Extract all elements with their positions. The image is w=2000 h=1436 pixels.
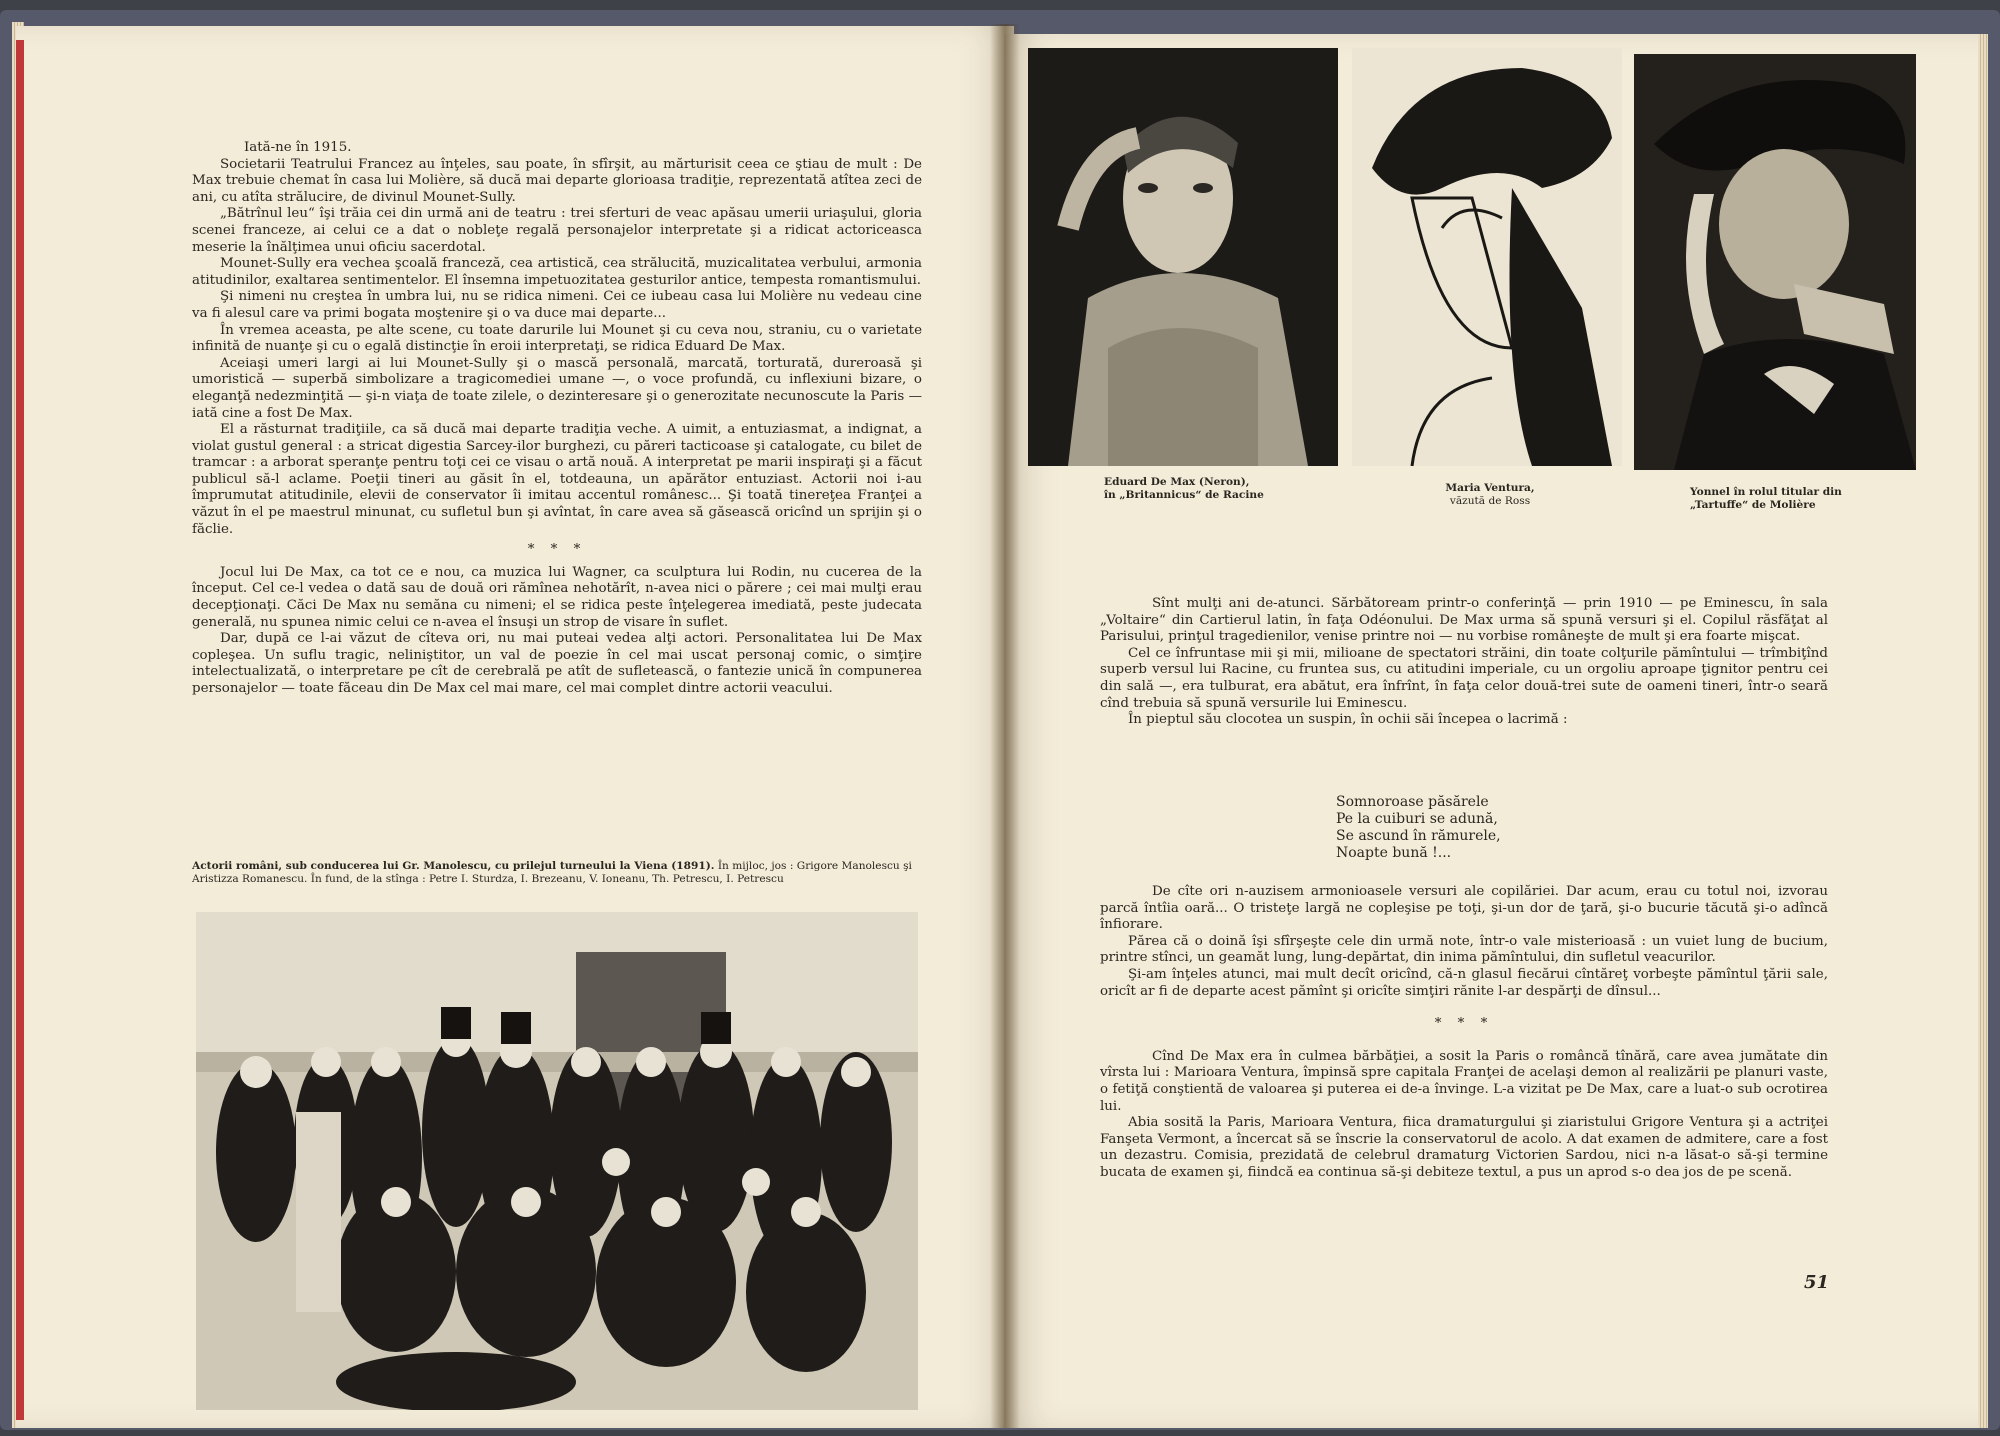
- paragraph: Aceiaşi umeri largi ai lui Mounet-Sully şi o mască personală, marcată, torturată, dureroasă şi umoristică — superbă simbolizare a tragicomediei umane —, o voce profundă, cu inflexiuni bizare, o eleganţă nedezminţită — şi-n viaţa de toate zilele, o dezinteresare şi o generozitate necunoscute la Paris — iată cine a fost De Max.: [192, 355, 922, 421]
- poem-line: Pe la cuiburi se adună,: [1336, 811, 1498, 827]
- group-photo-caption: [192, 860, 922, 885]
- section-separator: * * *: [527, 542, 587, 558]
- caption-bold: Yonnel în rolul titular din „Tartuffe“ de Molière: [1690, 486, 1842, 511]
- drawing-maria-ventura: [1352, 48, 1622, 466]
- paragraph: Părea că o doină îşi sfîrşeşte cele din urmă note, într-o vale misterioasă : un vuiet lung de bucium, printre stînci, un geamăt lung, lung-depărtat, din inima pămîntului, din sufletul veacurilor.: [1100, 933, 1828, 966]
- paragraph: Şi nimeni nu creştea în umbra lui, nu se ridica nimeni. Cei ce iubeau casa lui Molière nu vedeau cine va fi alesul care va primi bogata moştenire şi o va duce mai departe...: [192, 289, 922, 321]
- red-edge: [16, 40, 24, 1420]
- caption-maria-ventura: [1430, 482, 1550, 507]
- de-max-portrait-image: [1028, 48, 1338, 466]
- paragraph: Mounet-Sully era vechea şcoală franceză, cea artistică, cea strălucită, muzicalitatea verbului, armonia atitudinilor, exaltarea sentimentelor. El însemna impetuozitatea gesturilor antice, tempesta romantismului.: [192, 256, 922, 288]
- paragraph: Jocul lui De Max, ca tot ce e nou, ca muzica lui Wagner, ca sculptura lui Rodin, nu cucerea de la început. Cel ce-l vedea o dată sau de două ori rămînea nehotărît, n-avea nici o părere ; cei mai mulţi erau decepţionaţi. Căci De Max nu semăna cu nimeni; el se ridica peste înţelegerea imediată, peste judecata generală, nu spunea nimic celui ce n-avea el însuşi un strop de visare în suflet.: [192, 564, 922, 630]
- page-edges-right: [1978, 34, 1988, 1428]
- caption-text: văzută de Ross: [1449, 494, 1531, 507]
- photo-yonnel: [1634, 54, 1916, 470]
- paragraph: Societarii Teatrului Francez au înţeles, sau poate, în sfîrşit, au mărturisit ceea ce ştiau de mult : De Max trebuie chemat în casa lui Molière, să ducă mai departe glorioasa tradiţie, reprezentată atîtea zeci de ani, cu atîta strălucire, de divinul Mounet-Sully.: [192, 156, 922, 205]
- group-photo-image: [196, 912, 918, 1410]
- paragraph: Şi-am înţeles atunci, mai mult decît oricînd, că-n glasul fiecărui cîntăreţ vorbeşte pămîntul ţării sale, oricît ar fi de departe acest pămînt şi oricîte simţiri rănite l-ar despărţi de dînsul...: [1100, 966, 1828, 999]
- paragraph: În pieptul său clocotea un suspin, în ochii săi începea o lacrimă :: [1128, 712, 1568, 728]
- paragraph: El a răsturnat tradiţiile, ca să ducă mai departe tradiţia veche. A uimit, a entuziasmat, a indignat, a violat gustul general : a stricat digestia Sarcey-ilor burghezi, cu păreri tacticoase şi catalogate, cu bilet de tramcar : a arborat speranţe pentru toţi cei ce visau o artă nouă. A interpretat pe marii inspiraţi şi a făcut publicul să-l aclame. Poeţii tineri au găsit în el, totdeauna, un apărător entuziast. Actorii noi i-au împrumutat atitudinile, elevii de conservator îi imitau accentul românesc... Şi toată tinereţea Franţei a văzut în el pe maestrul minunat, cu sufletul bun şi avîntat, în care avea să găsească oricînd un sprijin şi o făclie.: [192, 422, 922, 537]
- caption-bold: Actorii români, sub conducerea lui Gr. Manolescu, cu prilejul turneului la Viena (1891).: [192, 860, 715, 872]
- photo-de-max: [1028, 48, 1338, 466]
- poem-line: Somnoroase păsărele: [1336, 794, 1489, 810]
- paragraph: Dar, după ce l-ai văzut de cîteva ori, nu mai puteai vedea alţi actori. Personalitatea lui De Max copleşea. Un suflu tragic, neliniştitor, un val de poezie în cel mai uscat personaj comic, o simţire intelectualizată, o interpretare pe cît de cerebrală pe atît de sufletească, o fantezie unică în compunerea personajelor — toate făceau din De Max cel mai mare, cel mai complet dintre actorii veacului.: [192, 631, 922, 696]
- yonnel-portrait-image: [1634, 54, 1916, 470]
- paragraph: Cînd De Max era în culmea bărbăţiei, a sosit la Paris o româncă tînără, care avea jumătate din vîrsta lui : Marioara Ventura, împinsă spre capitala Franţei de acelaşi demon al realizării pe planuri vaste, o fetiţă conştientă de valoarea şi puterea ei de-a învinge. L-a vizitat pe De Max, care a luat-o sub ocrotirea lui.: [1100, 1048, 1828, 1114]
- paragraph: De cîte ori n-auzisem armonioasele versuri ale copilăriei. Dar acum, erau cu totul noi, izvorau parcă întîia oară... O tristeţe largă ne copleşise pe toţi, şi-un dor de ţară, şi-o bucurie tăcută şi-o adîncă înfiorare.: [1100, 884, 1828, 933]
- paragraph: „Bătrînul leu“ îşi trăia cei din urmă ani de teatru : trei sferturi de veac apăsau umerii uriaşului, gloria scenei franceze, ai celui ce a dat o nobleţe regală personajelor interpretate şi a ridicat actoriceasca meserie la înălţimea unui oficiu sacerdotal.: [192, 206, 922, 255]
- poem-line: Se ascund în rămurele,: [1336, 828, 1501, 844]
- group-photo: [196, 912, 918, 1410]
- left-column-text: [192, 140, 922, 698]
- page-number: 51: [1804, 1272, 1830, 1293]
- book-gutter: [990, 24, 1020, 1428]
- caption-text: În mijloc, jos : Grigore Manolescu şi Aristizza Romanescu. În fund, de la stînga : Petre I. Sturdza, I. Brezeanu, V. Ioneanu, Th. Petrescu, I. Petrescu: [192, 860, 912, 885]
- caption-bold: Eduard De Max (Neron), în „Britannicus“ de Racine: [1104, 476, 1264, 501]
- paragraph: Cel ce înfruntase mii şi mii, milioane de spectatori străini, din toate colţurile pămîntului — trîmbiţînd superb versul lui Racine, cu fruntea sus, cu atitudini imperiale, cu un orgoliu aproape ţignitor pentru cei din sală —, era tulburat, era abătut, era înfrînt, în faţa celor două-trei sute de oameni tineri, într-o seară cînd trebuia să spună versurile lui Eminescu.: [1100, 645, 1828, 711]
- poem-stanza: [1336, 794, 1636, 862]
- maria-ventura-drawing-image: [1352, 48, 1622, 466]
- caption-bold: Maria Ventura,: [1445, 482, 1535, 494]
- caption-de-max: [1104, 476, 1264, 501]
- paragraph: Abia sosită la Paris, Marioara Ventura, fiica dramaturgului şi ziaristului Grigore Ventura şi a actriţei Fanşeta Vermont, a încercat să se înscrie la conservatorul de acolo. A dat examen de admitere, care a fost un dezastru. Comisia, prezidată de celebrul dramaturg Victorien Sardou, nici n-a lăsat-o să-şi termine bucata de examen şi, fiindcă ea continua să-şi debiteze textul, a pus un aprod s-o dea jos de pe scenă.: [1100, 1115, 1828, 1180]
- right-column-text-middle: [1100, 884, 1828, 1182]
- paragraph: În vremea aceasta, pe alte scene, cu toate darurile lui Mounet şi cu ceva nou, straniu, cu o varietate infinită de nuanţe şi cu o egală distincţie în eroii interpretaţi, se ridica Eduard De Max.: [192, 322, 922, 355]
- paragraph: Sînt mulţi ani de-atunci. Sărbătoream printr-o conferinţă — prin 1910 — pe Eminescu, în sala „Voltaire“ din Cartierul latin, în faţa Odéonului. De Max urma să spună versuri şi el. Copilul răsfăţat al Parisului, prinţul tragedienilor, venise printre noi — nu vorbise româneşte de mult şi era foarte mişcat.: [1100, 596, 1828, 645]
- paragraph: Iată-ne în 1915.: [244, 140, 352, 155]
- caption-yonnel: [1690, 486, 1850, 511]
- right-column-text-top: [1100, 596, 1828, 729]
- poem-line: Noapte bună !...: [1336, 845, 1452, 861]
- section-separator: * * *: [1434, 1016, 1494, 1032]
